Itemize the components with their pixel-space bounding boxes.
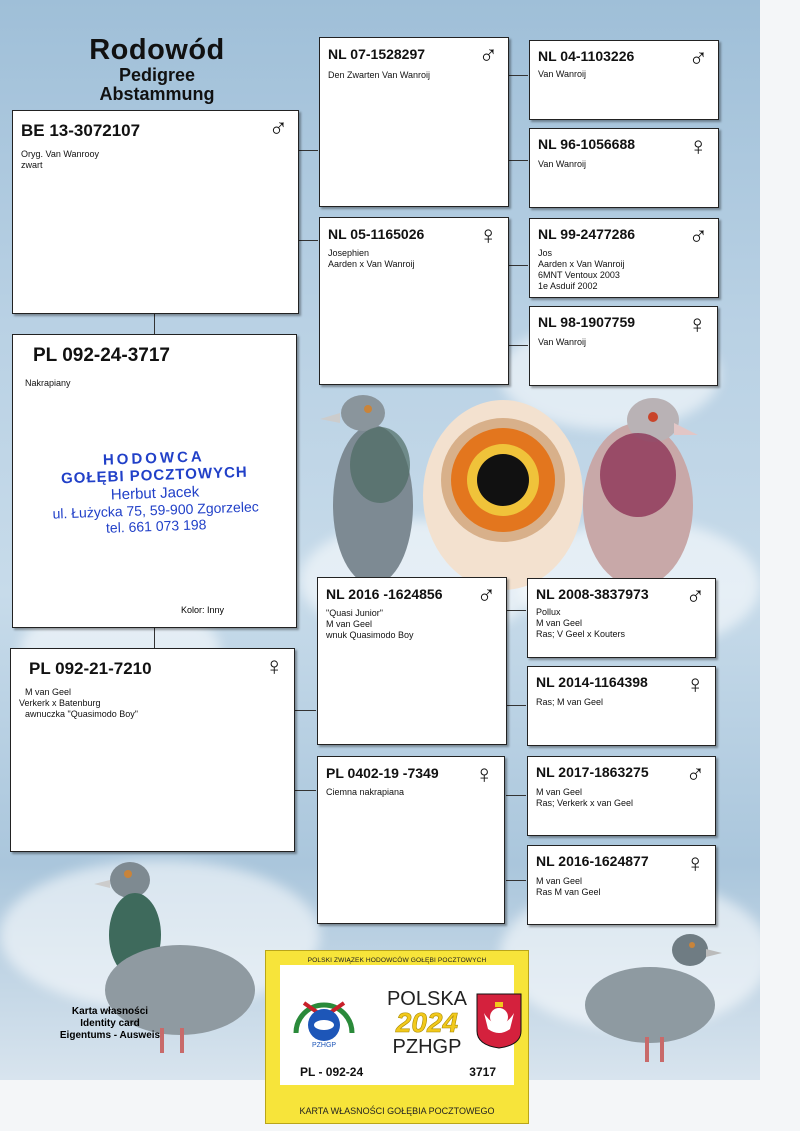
gp-line1: Den Zwarten Van Wanroij	[328, 70, 431, 80]
female-icon: ♀	[688, 131, 708, 161]
male-icon: ♂	[685, 759, 705, 789]
male-icon: ♂	[688, 221, 708, 251]
sire-ring: BE 13-3072107	[21, 121, 141, 140]
card-year: 2024	[395, 1007, 459, 1038]
sire-line1: Oryg. Van Wanrooy	[21, 149, 100, 159]
grandparent-card	[319, 217, 509, 385]
svg-text:PZHGP: PZHGP	[311, 1042, 337, 1049]
grandparent-card	[317, 756, 505, 924]
great-grandparent-card	[529, 218, 719, 298]
connector	[154, 626, 155, 648]
male-icon: ♂	[688, 43, 708, 73]
pigeons-and-eye-illustration	[318, 385, 728, 595]
ggp-line2: Ras M van Geel	[536, 887, 601, 897]
connector	[154, 312, 155, 334]
card-country: POLSKA	[386, 988, 468, 1010]
female-icon: ♀	[478, 220, 498, 250]
stamp-line2: GOŁĘBI POCZTOWYCH	[60, 464, 249, 488]
female-icon: ♀	[474, 759, 494, 789]
ggp-ring: NL 04-1103226	[538, 48, 635, 64]
card-number-right: 3717	[469, 1065, 496, 1079]
connector	[508, 265, 528, 266]
identity-card-label	[40, 1006, 180, 1042]
ownership-card	[265, 950, 529, 1124]
ggp-line1: Jos	[538, 248, 553, 258]
connector	[506, 705, 526, 706]
connector	[508, 160, 528, 161]
connector	[506, 880, 526, 881]
ggp-line3: 6MNT Ventoux 2003	[538, 270, 620, 280]
ggp-line1: M van Geel	[536, 787, 583, 797]
stamp-line3: Herbut Jacek	[110, 482, 200, 504]
connector	[506, 610, 526, 611]
connector	[294, 710, 316, 711]
breeder-stamp	[29, 446, 282, 539]
ggp-line1: Pollux	[536, 607, 561, 617]
great-grandparent-card	[527, 756, 716, 836]
dam-line1: M van Geel	[25, 687, 72, 697]
gp-ring: NL 05-1165026	[328, 226, 425, 242]
ggp-ring: NL 2016-1624877	[536, 853, 649, 869]
ggp-line4: 1e Asduif 2002	[538, 281, 598, 291]
gp-line1: "Quasi Junior"	[326, 608, 383, 618]
gp-line2: Aarden x Van Wanroij	[328, 259, 415, 269]
ggp-line1: Van Wanroij	[538, 159, 587, 169]
ggp-ring: NL 2017-1863275	[536, 764, 649, 780]
karta-line3: Eigentums - Ausweis	[59, 1030, 161, 1041]
main-line1: Nakrapiany	[25, 378, 71, 388]
card-org: PZHGP	[392, 1036, 462, 1058]
female-icon: ♀	[685, 848, 705, 878]
dam-card	[10, 648, 295, 852]
gp-line3: wnuk Quasimodo Boy	[326, 630, 414, 640]
card-union-name: POLSKI ZWIĄZEK HODOWCÓW GOŁĘBI POCZTOWYCH	[307, 957, 487, 964]
female-icon: ♀	[685, 669, 705, 699]
great-grandparent-card	[529, 40, 719, 120]
stamp-line5: tel. 661 073 198	[105, 516, 207, 536]
ggp-ring: NL 98-1907759	[538, 314, 636, 330]
connector	[298, 240, 318, 241]
dam-ring: PL 092-21-7210	[29, 659, 152, 678]
karta-line2: Identity card	[80, 1018, 140, 1029]
ggp-line1: M van Geel	[536, 876, 583, 886]
grandparent-card	[317, 577, 507, 745]
karta-line1: Karta własności	[71, 1006, 149, 1017]
dam-line2: Verkerk x Batenburg	[19, 698, 101, 708]
ggp-line2: M van Geel	[536, 618, 583, 628]
grandparent-card	[319, 37, 509, 207]
main-ring: PL 092-24-3717	[33, 345, 170, 366]
page-title	[62, 36, 252, 103]
female-icon: ♀	[687, 309, 707, 339]
sire-line2: zwart	[21, 160, 43, 170]
male-icon: ♂	[685, 581, 705, 611]
card-number-left: PL - 092-24	[300, 1065, 364, 1079]
ggp-line1: Van Wanroij	[538, 69, 587, 79]
gp-line1: Josephien	[328, 248, 370, 258]
polish-eagle-emblem-icon	[476, 993, 522, 1049]
ggp-line3: Ras; V Geel x Kouters	[536, 629, 626, 639]
card-title: KARTA WŁASNOŚCI GOŁĘBIA POCZTOWEGO	[299, 1106, 495, 1116]
connector	[506, 795, 526, 796]
kolor-label: Kolor: Inny	[180, 605, 224, 615]
stamp-line4: ul. Łużycka 75, 59-900 Zgorzelec	[52, 498, 259, 522]
male-icon: ♂	[268, 113, 288, 143]
great-grandparent-card	[527, 578, 716, 658]
connector	[508, 345, 528, 346]
pzhgp-logo-icon	[290, 989, 358, 1051]
ggp-ring: NL 2008-3837973	[536, 586, 649, 602]
ggp-line2: Aarden x Van Wanroij	[538, 259, 625, 269]
stamp-line1: HODOWCA	[102, 448, 206, 469]
great-grandparent-card	[529, 306, 718, 386]
male-icon: ♂	[478, 40, 498, 70]
ggp-line1: Van Wanroij	[538, 337, 587, 347]
connector	[298, 150, 318, 151]
great-grandparent-card	[527, 666, 716, 746]
sire-card	[12, 110, 299, 314]
gp-line1: Ciemna nakrapiana	[326, 787, 405, 797]
card-center-text	[384, 989, 470, 1057]
ggp-ring: NL 2014-1164398	[536, 674, 648, 690]
card-inner	[280, 965, 514, 1085]
title-main: Rodowód	[89, 34, 225, 66]
female-icon: ♀	[264, 651, 284, 681]
title-de: Abstammung	[99, 84, 215, 104]
pigeon-illustration-right	[560, 925, 730, 1075]
ggp-line1: Ras; M van Geel	[536, 697, 604, 707]
ggp-ring: NL 96-1056688	[538, 136, 636, 152]
connector	[508, 75, 528, 76]
male-icon: ♂	[476, 580, 496, 610]
ggp-line2: Ras; Verkerk x van Geel	[536, 798, 634, 808]
great-grandparent-card	[527, 845, 716, 925]
gp-line2: M van Geel	[326, 619, 373, 629]
gp-ring: NL 2016 -1624856	[326, 586, 443, 602]
gp-ring: PL 0402-19 -7349	[326, 765, 439, 781]
title-en: Pedigree	[118, 65, 196, 85]
gp-ring: NL 07-1528297	[328, 46, 426, 62]
connector	[294, 790, 316, 791]
ggp-ring: NL 99-2477286	[538, 226, 636, 242]
great-grandparent-card	[529, 128, 719, 208]
dam-line3: awnuczka "Quasimodo Boy"	[25, 709, 138, 719]
